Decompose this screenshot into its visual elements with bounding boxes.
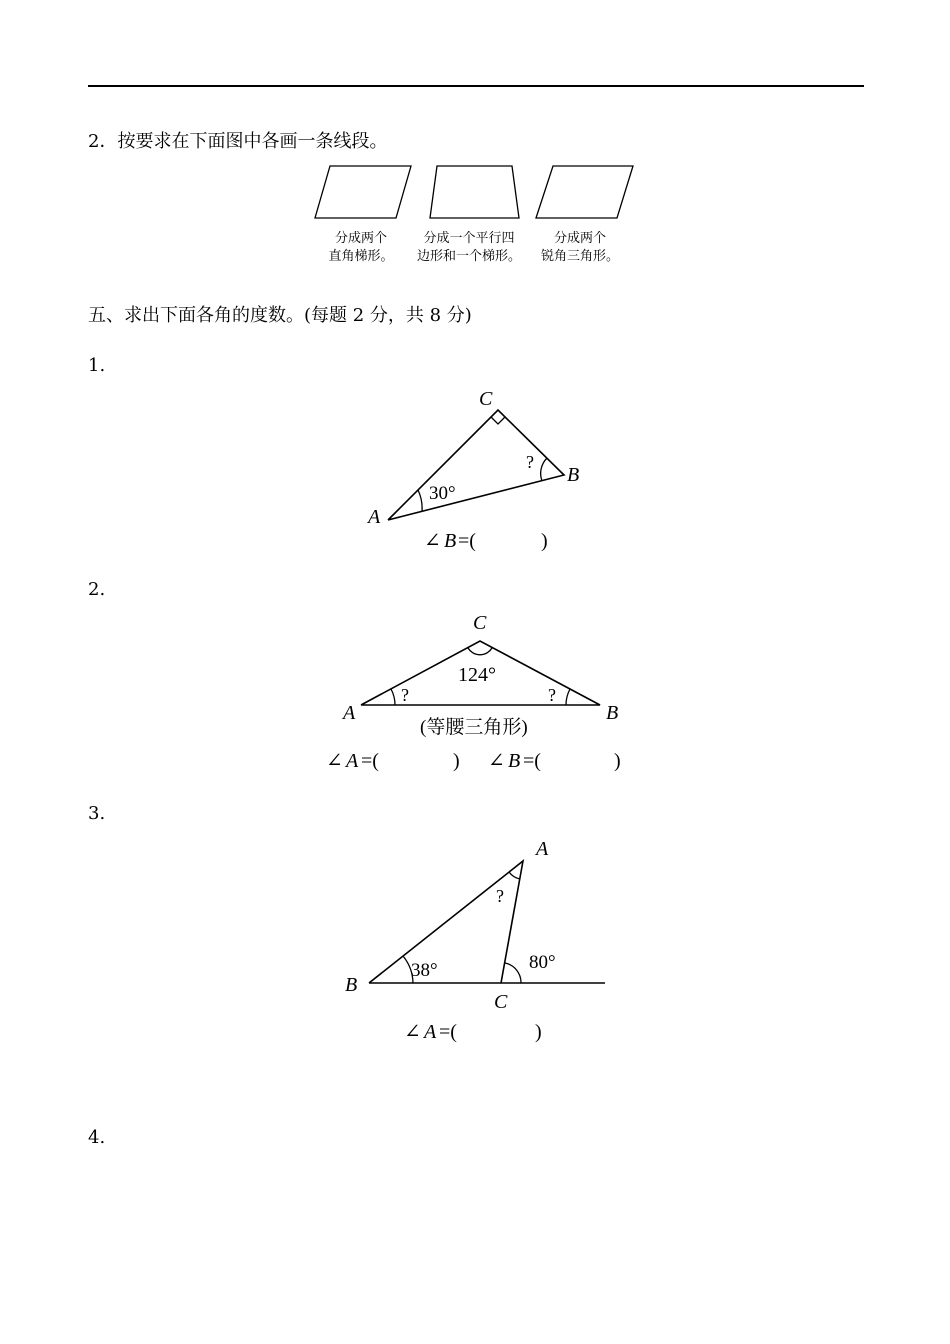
exterior-angle-value: 80° <box>529 952 556 973</box>
vertex-c-label: C <box>494 991 508 1013</box>
answer-a-angle-symbol: ∠ <box>326 750 343 772</box>
vertex-c-label: C <box>479 388 493 410</box>
unknown-angle-b: ? <box>526 452 534 472</box>
vertex-c-label: C <box>473 612 487 634</box>
answer-angle-symbol: ∠ <box>424 530 441 552</box>
answer-b-var: B <box>508 750 521 772</box>
angle-c-value: 124° <box>458 664 496 686</box>
answer-b-close: ) <box>614 750 621 772</box>
question-2-title: 2．按要求在下面图中各画一条线段。 <box>88 131 388 152</box>
isosceles-note: (等腰三角形) <box>420 717 528 738</box>
unknown-angle-a: ? <box>496 886 504 906</box>
angle-b-value: 38° <box>411 960 438 981</box>
caption-1-line-2: 直角梯形。 <box>328 249 394 264</box>
answer-close: ) <box>535 1021 542 1043</box>
problem-4-number: 4. <box>88 1127 106 1148</box>
answer-a-var: A <box>346 750 359 772</box>
answer-angle-symbol: ∠ <box>404 1021 421 1043</box>
vertex-b-label: B <box>606 702 619 724</box>
caption-2-line-1: 分成一个平行四 <box>423 231 515 246</box>
vertex-b-label: B <box>345 974 358 996</box>
caption-2-line-2: 边形和一个梯形。 <box>416 249 521 264</box>
exterior-angle-arc <box>505 963 521 983</box>
problem-3-number: 3. <box>88 803 106 824</box>
section-5-heading: 五、求出下面各角的度数。(每题 2 分，共 8 分) <box>88 305 472 326</box>
vertex-b-label: B <box>567 464 580 486</box>
angle-a-arc <box>509 872 520 879</box>
caption-3-line-2: 锐角三角形。 <box>540 249 619 264</box>
answer-a-open: =( <box>361 750 379 772</box>
answer-close: ) <box>541 530 548 552</box>
triangle-3-outline <box>369 861 523 983</box>
vertex-a-label: A <box>368 506 381 528</box>
answer-b-angle-symbol: ∠ <box>488 750 505 772</box>
caption-1-line-1: 分成两个 <box>334 231 387 246</box>
answer-b-open: =( <box>523 750 541 772</box>
answer-angle-var: A <box>424 1021 437 1043</box>
answer-open: =( <box>439 1021 457 1043</box>
answer-a-close: ) <box>453 750 460 772</box>
vertex-a-label: A <box>536 838 549 860</box>
problem-1-number: 1. <box>88 355 106 376</box>
answer-open: =( <box>458 530 476 552</box>
answer-angle-var: B <box>444 530 457 552</box>
unknown-angle-a: ? <box>401 685 409 705</box>
unknown-angle-b: ? <box>548 685 556 705</box>
caption-3-line-1: 分成两个 <box>553 231 606 246</box>
problem-2-number: 2. <box>88 579 106 600</box>
angle-a-value: 30° <box>429 483 456 504</box>
vertex-a-label: A <box>343 702 356 724</box>
